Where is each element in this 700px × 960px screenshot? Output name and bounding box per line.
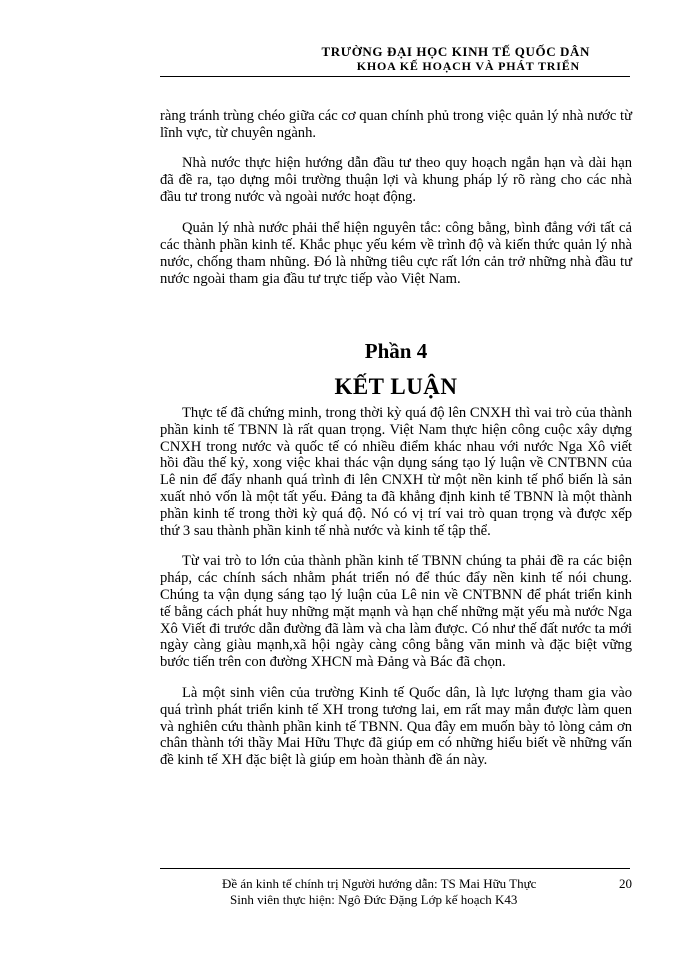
- footer-row: [160, 892, 632, 908]
- paragraph: Nhà nước thực hiện hướng dẫn đầu tư theo quy hoạch ngắn hạn và dài hạn đã đề ra, tạo dựng môi trường thuận lợi và khung pháp lý rõ ràng cho các nhà đầu tư trong nước và ngoài nước hoạt động.: [160, 155, 632, 205]
- faculty-name: KHOA KẾ HOẠCH VÀ PHÁT TRIỂN: [356, 59, 580, 73]
- page-number: 20: [619, 876, 632, 891]
- part-heading: Phần 4: [364, 339, 428, 363]
- paragraph: Quản lý nhà nước phải thể hiện nguyên tắc: công bằng, bình đẳng với tất cả các thành phần kinh tế. Khắc phục yếu kém về trình độ và kiến thức quản lý nhà nước, chống tham nhũng. Đó là những tiêu cực rất lớn cản trở những nhà đầu tư nước ngoài tham gia đầu tư trực tiếp vào Việt Nam.: [160, 220, 632, 287]
- header-rule: [160, 76, 630, 77]
- page-footer: [160, 876, 632, 908]
- paragraph: ràng tránh trùng chéo giữa các cơ quan chính phủ trong việc quản lý nhà nước từ lĩnh vực, từ chuyên ngành.: [160, 108, 632, 141]
- paragraph: Từ vai trò to lớn của thành phần kinh tế TBNN chúng ta phải đề ra các biện pháp, các chính sách nhằm phát triển nó để thúc đẩy nền kinh tế nói chung. Chúng ta vận dụng sáng tạo lý luận của Lê nin về CNTBNN để phát triển kinh tế bằng cách phát huy những mặt mạnh và hạn chế những mặt yếu mà nước Nga Xô Viết đi trước dẫn đường đã làm và cha làm được. Có như thế đất nước ta mới ngày càng giàu mạnh,xã hội ngày càng công bằng văn minh và đặc biệt vững bước tiến trên con đường XHCN mà Đảng và Bác đã chọn.: [160, 553, 632, 671]
- paragraph: Là một sinh viên của trường Kinh tế Quốc dân, là lực lượng tham gia vào quá trình phát triển kinh tế XH trong tương lai, em rất may mắn được làm quen và nghiên cứu thành phần kinh tế TBNN. Qua đây em muốn bày tỏ lòng cảm ơn chân thành tới thầy Mai Hữu Thực đã giúp em có những hiểu biết về những vấn đề kinh tế XH đặc biệt là giúp em hoàn thành đề án này.: [160, 684, 632, 769]
- footer-row: [160, 876, 632, 892]
- university-name: TRƯỜNG ĐẠI HỌC KINH TẾ QUỐC DÂN: [321, 44, 590, 59]
- section-title: KẾT LUẬN: [334, 374, 458, 399]
- intro-section: [160, 108, 632, 302]
- footer-student-info: Sinh viên thực hiện: Ngô Đức Đặng Lớp kế hoạch K43: [230, 892, 518, 907]
- footer-project-info: Đề án kinh tế chính trị Người hướng dẫn: TS Mai Hữu Thực: [222, 876, 537, 891]
- conclusion-section: [160, 405, 632, 783]
- paragraph: Thực tế đã chứng minh, trong thời kỳ quá độ lên CNXH thì vai trò của thành phần kinh tế TBNN là rất quan trọng. Việt Nam thực hiện công cuộc xây dựng CNXH trong nước và quốc tế có nhiều điểm khác nhau với nước Nga Xô viết hồi đầu thế kỷ, xong việc khai thác vận dụng sáng tạo lý luận về CNTBNN của Lê nin để đẩy nhanh quá trình đi lên CNXH từ một nền kinh tế phổ biến là sản xuất nhỏ vốn là một tất yếu. Đảng ta đã khẳng định kinh tế TBNN là một thành phần kinh tế trong thời kỳ quá độ. Nó có vị trí vai trò quan trọng và được xếp thứ 3 sau thành phần kinh tế nhà nước và kinh tế tập thể.: [160, 405, 632, 539]
- page-header: [160, 45, 630, 73]
- footer-rule: [160, 868, 630, 869]
